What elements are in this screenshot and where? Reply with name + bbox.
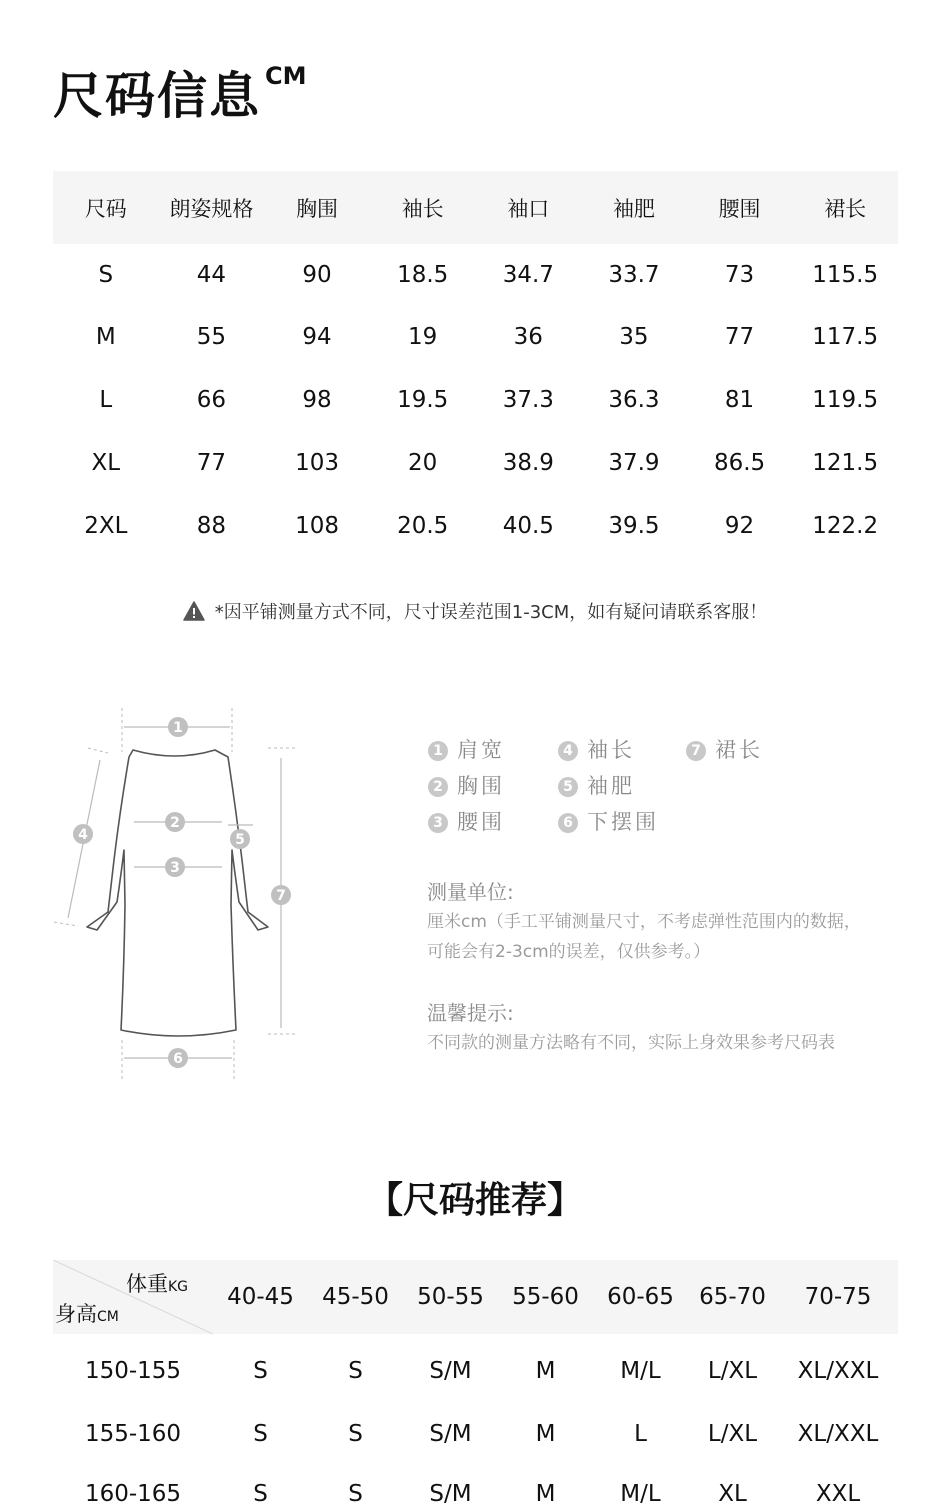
tips-text: 不同款的测量方法略有不同，实际上身效果参考尺码表	[427, 1033, 835, 1053]
table-cell: 38.9	[502, 449, 554, 476]
header-cell: 袖肥	[581, 171, 687, 244]
table-cell: 36.3	[608, 386, 660, 413]
dress-diagram	[50, 700, 310, 1085]
table-cell: 34.7	[502, 261, 554, 288]
measure-unit-info	[427, 876, 861, 967]
marker-label-7: 7	[276, 888, 286, 904]
table-cell: 86.5	[713, 449, 766, 476]
legend-label: 袖长	[587, 738, 635, 762]
size-table-header	[53, 171, 898, 244]
weight-unit: KG	[168, 1279, 189, 1295]
height-cell: 150-155	[84, 1358, 182, 1384]
table-cell: 37.3	[502, 386, 554, 413]
weight-header: 50-55	[417, 1284, 484, 1310]
marker-label-2: 2	[170, 815, 180, 831]
size-cell: L	[634, 1421, 647, 1447]
table-cell: S	[98, 261, 114, 288]
size-cell: L/XL	[707, 1358, 758, 1384]
weight-header: 70-75	[804, 1284, 872, 1310]
table-cell: 77	[724, 323, 755, 350]
marker-label-3: 3	[170, 860, 180, 876]
weight-header: 55-60	[512, 1284, 579, 1310]
header-cell: 朗姿规格	[159, 171, 265, 244]
recommend-title: 【尺码推荐】	[366, 1180, 583, 1221]
legend-label: 腰围	[457, 810, 505, 834]
legend-label: 裙长	[715, 738, 763, 762]
legend-item	[428, 734, 505, 764]
table-cell: 98	[302, 386, 332, 413]
table-cell: 77	[196, 449, 227, 476]
table-row	[53, 244, 898, 305]
table-cell: 37.9	[608, 449, 660, 476]
table-cell: M	[95, 323, 116, 350]
tips-heading: 温馨提示:	[427, 1001, 514, 1025]
legend-num: 5	[558, 777, 578, 797]
table-cell: 81	[724, 386, 755, 413]
title-text: 尺码信息	[53, 67, 261, 125]
legend-label: 胸围	[457, 774, 505, 798]
table-cell: L	[99, 386, 113, 413]
legend-label: 下摆围	[587, 810, 659, 834]
header-cell: 袖口	[476, 171, 582, 244]
table-cell: 66	[196, 386, 227, 413]
header-cell: 腰围	[687, 171, 793, 244]
weight-header: 40-45	[227, 1284, 294, 1310]
header-cell: 裙长	[792, 171, 898, 244]
table-cell: 33.7	[608, 261, 660, 288]
marker-label-4: 4	[78, 827, 88, 843]
header-cell: 尺码	[53, 171, 159, 244]
table-row	[53, 368, 898, 431]
legend-item	[558, 770, 635, 800]
table-row	[53, 305, 898, 368]
size-cell: S	[348, 1358, 363, 1384]
legend-num: 4	[558, 741, 578, 761]
size-cell: XXL	[815, 1481, 861, 1507]
marker-label-6: 6	[173, 1051, 183, 1067]
size-table	[53, 171, 898, 557]
table-cell: 19.5	[397, 386, 449, 413]
legend-num: 6	[558, 813, 578, 833]
dress-outline	[87, 750, 268, 1036]
legend-num: 3	[428, 813, 448, 833]
size-cell: S/M	[429, 1421, 472, 1447]
legend-item	[686, 734, 763, 764]
legend-item	[558, 806, 659, 836]
size-cell: M	[535, 1358, 556, 1384]
table-cell: 39.5	[608, 512, 660, 539]
legend-num: 1	[428, 741, 448, 761]
note-text: *因平铺测量方式不同，尺寸误差范围1-3CM，如有疑问请联系客服！	[214, 602, 768, 623]
recommend-header	[53, 1260, 898, 1334]
height-label: 身高	[55, 1302, 97, 1326]
diagram-markers	[73, 717, 291, 1068]
marker-label-5: 5	[235, 832, 245, 848]
measurement-note	[0, 598, 950, 624]
legend-label: 肩宽	[457, 738, 505, 762]
size-cell: XL/XXL	[797, 1421, 879, 1447]
size-cell: L/XL	[707, 1421, 758, 1447]
table-cell: 35	[619, 323, 649, 350]
legend-item	[428, 770, 505, 800]
size-cell: XL/XXL	[797, 1358, 879, 1384]
table-cell: 90	[302, 261, 332, 288]
size-cell: S	[253, 1421, 268, 1447]
table-cell: 122.2	[812, 512, 879, 539]
size-cell: M/L	[620, 1358, 661, 1384]
table-cell: 119.5	[812, 386, 879, 413]
size-cell: M	[535, 1481, 556, 1507]
size-cell: M	[535, 1421, 556, 1447]
table-row	[53, 494, 898, 557]
legend-label: 袖肥	[587, 774, 635, 798]
size-cell: S/M	[429, 1481, 472, 1507]
table-cell: 73	[724, 261, 755, 288]
table-cell: 44	[196, 261, 227, 288]
height-unit: CM	[97, 1309, 119, 1325]
table-cell: 94	[302, 323, 332, 350]
table-cell: 19	[408, 323, 438, 350]
table-cell: 20.5	[397, 512, 449, 539]
table-cell: 36	[513, 323, 543, 350]
height-cell: 155-160	[84, 1421, 182, 1447]
table-cell: 117.5	[812, 323, 879, 350]
legend-num: 2	[428, 777, 448, 797]
measure-unit-line1: 厘米cm（手工平铺测量尺寸，不考虑弹性范围内的数据，	[427, 912, 861, 932]
table-cell: 115.5	[812, 261, 879, 288]
legend-item	[428, 806, 505, 836]
table-cell: 121.5	[812, 449, 879, 476]
size-cell: S	[253, 1358, 268, 1384]
table-cell: 20	[408, 449, 438, 476]
height-cell: 160-165	[84, 1481, 182, 1507]
table-cell: 18.5	[397, 261, 449, 288]
legend-num: 7	[686, 741, 706, 761]
weight-label: 体重	[126, 1272, 168, 1296]
table-cell: 108	[295, 512, 340, 539]
measure-unit-heading: 测量单位:	[427, 880, 514, 904]
size-cell: XL	[718, 1481, 747, 1507]
table-cell: 103	[295, 449, 340, 476]
size-cell: M/L	[620, 1481, 661, 1507]
table-cell: 40.5	[502, 512, 554, 539]
measure-unit-line2: 可能会有2-3cm的误差，仅供参考。）	[427, 942, 711, 962]
table-cell: 92	[724, 512, 755, 539]
size-cell: S	[253, 1481, 268, 1507]
legend-item	[558, 734, 635, 764]
corner-height-label	[55, 1298, 119, 1328]
header-cell: 胸围	[264, 171, 370, 244]
weight-header: 60-65	[607, 1284, 674, 1310]
size-cell: S	[348, 1421, 363, 1447]
warning-icon	[183, 601, 205, 621]
corner-weight-label	[126, 1268, 188, 1298]
marker-label-1: 1	[173, 720, 183, 736]
page-title	[53, 56, 307, 128]
title-unit: CM	[265, 62, 307, 90]
size-cell: S/M	[429, 1358, 472, 1384]
size-cell: S	[348, 1481, 363, 1507]
table-cell: 55	[196, 323, 227, 350]
table-cell: 88	[196, 512, 227, 539]
table-cell: XL	[91, 449, 121, 476]
weight-header: 45-50	[322, 1284, 389, 1310]
tips-info	[427, 997, 835, 1058]
header-cell: 袖长	[370, 171, 476, 244]
table-cell: 2XL	[84, 512, 128, 539]
table-row	[53, 431, 898, 494]
weight-header: 65-70	[699, 1284, 766, 1310]
